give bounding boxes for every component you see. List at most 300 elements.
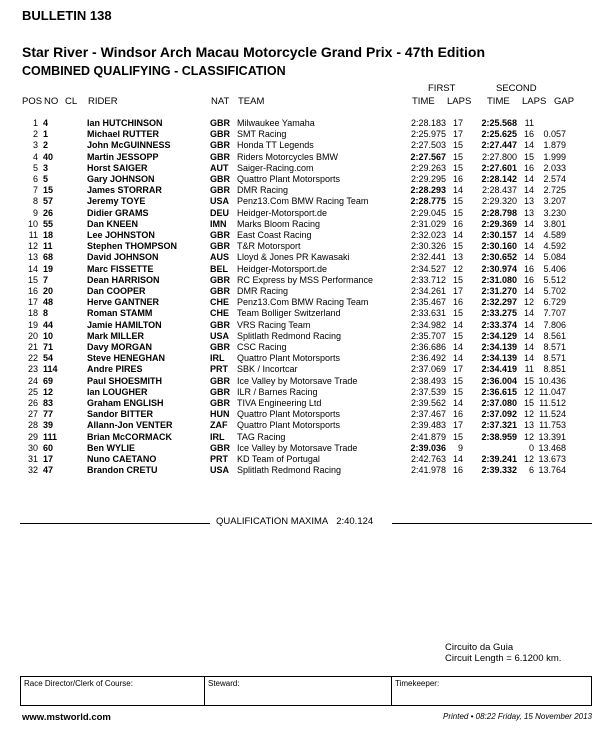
- row-number: 114: [43, 364, 58, 375]
- row-class: [68, 320, 87, 331]
- row-gap: 11.512: [539, 398, 566, 409]
- row-position: 28: [27, 420, 38, 431]
- row-number: 39: [43, 420, 54, 431]
- timekeeper-field: Timekeeper:: [395, 679, 440, 688]
- row-first-time: 2:36.686: [410, 342, 446, 353]
- row-second-time: 2:25.568: [481, 118, 517, 128]
- row-first-laps: 16: [452, 465, 463, 476]
- row-position: 17: [27, 297, 38, 308]
- row-first-time: 2:31.029: [410, 218, 446, 229]
- row-second-time: 2:27.800: [481, 151, 517, 162]
- row-second-laps: 13: [523, 420, 534, 431]
- row-gap: 4.589: [543, 230, 566, 241]
- row-second-laps: 12: [523, 297, 534, 308]
- row-gap: 2.574: [543, 174, 566, 185]
- row-rider: Ian LOUGHER: [87, 386, 148, 397]
- row-number: 5: [43, 174, 49, 185]
- maxima-value: 2:40.124: [336, 516, 374, 527]
- signature-box: [20, 676, 592, 706]
- row-position: 27: [27, 409, 38, 420]
- row-first-laps: 15: [452, 330, 463, 341]
- row-number: 111: [43, 431, 58, 442]
- table-row: [20, 163, 566, 174]
- row-rider: Roman STAMM: [87, 308, 153, 319]
- row-second-time: 2:39.241: [481, 454, 517, 465]
- table-row: [20, 387, 566, 398]
- row-rider: Stephen THOMPSON: [87, 241, 178, 252]
- row-gap: 1.879: [543, 140, 566, 151]
- row-rider: Didier GRAMS: [87, 207, 149, 218]
- row-first-time: 2:29.295: [410, 174, 446, 185]
- table-row: [20, 140, 566, 151]
- row-gap: 3.801: [543, 218, 566, 229]
- row-first-laps: 17: [452, 118, 463, 128]
- row-first-laps: 15: [452, 241, 463, 252]
- row-team: Splitlath Redmond Racing: [237, 465, 342, 476]
- row-first-laps: 15: [452, 274, 463, 285]
- row-first-time: 2:29.263: [410, 162, 446, 173]
- table-row: [20, 409, 566, 420]
- header-first-session: FIRST: [428, 83, 456, 94]
- table-row: [20, 398, 566, 409]
- header-second-session: SECOND: [496, 83, 537, 94]
- row-position: 7: [32, 185, 38, 196]
- row-second-time: 2:33.275: [481, 308, 517, 319]
- row-rider: Brandon CRETU: [87, 465, 158, 476]
- row-number: 26: [43, 207, 54, 218]
- row-class: [68, 409, 87, 420]
- table-row: [20, 342, 566, 353]
- row-class: [68, 230, 87, 241]
- row-nationality: GBR: [210, 151, 230, 162]
- row-class: [68, 353, 87, 364]
- row-second-time: 2:28.142: [481, 174, 517, 185]
- row-second-laps: 14: [523, 252, 534, 263]
- table-row: [20, 275, 566, 286]
- row-nationality: GBR: [210, 174, 230, 185]
- row-team: Penz13.Com BMW Racing Team: [237, 196, 369, 207]
- row-second-time: 2:25.625: [481, 129, 517, 140]
- row-gap: 11.524: [539, 409, 566, 420]
- row-second-time: 2:37.080: [481, 398, 517, 409]
- row-class: [68, 342, 87, 353]
- row-number: 83: [43, 398, 54, 409]
- row-number: 55: [43, 218, 54, 229]
- row-rider: Horst SAIGER: [87, 162, 148, 173]
- row-position: 19: [27, 319, 38, 330]
- row-position: 5: [32, 162, 38, 173]
- row-first-laps: 12: [452, 263, 463, 274]
- row-nationality: AUS: [210, 252, 230, 263]
- row-number: 10: [43, 330, 54, 341]
- row-first-time: 2:37.467: [410, 409, 446, 420]
- row-second-time: 2:34.129: [481, 330, 517, 341]
- row-gap: 7.707: [543, 308, 566, 319]
- row-second-time: 2:29.369: [481, 218, 517, 229]
- row-second-time: 2:31.080: [481, 274, 517, 285]
- row-team: ILR / Barnes Racing: [237, 386, 318, 397]
- row-second-laps: 0: [528, 442, 534, 453]
- row-gap: 11.047: [539, 386, 566, 397]
- row-first-time: 2:38.493: [410, 375, 446, 386]
- row-position: 16: [27, 286, 38, 297]
- row-first-laps: 17: [452, 364, 463, 375]
- row-nationality: DEU: [210, 207, 230, 218]
- row-position: 30: [27, 442, 38, 453]
- row-class: [68, 196, 87, 207]
- row-gap: 5.702: [543, 286, 566, 297]
- row-second-time: 2:30.974: [481, 263, 517, 274]
- row-rider: Martin JESSOPP: [87, 151, 159, 162]
- row-nationality: GBR: [210, 442, 230, 453]
- row-second-time: 2:37.321: [481, 420, 517, 431]
- row-team: Quattro Plant Motorsports: [237, 174, 341, 185]
- table-row: [20, 129, 566, 140]
- row-second-laps: 15: [523, 151, 534, 162]
- row-second-time: 2:36.615: [481, 386, 517, 397]
- row-number: 47: [43, 465, 54, 476]
- row-class: [68, 308, 87, 319]
- row-second-time: 2:36.004: [481, 375, 517, 386]
- row-first-laps: 15: [452, 196, 463, 207]
- row-class: [68, 387, 87, 398]
- row-first-laps: 15: [452, 308, 463, 319]
- row-second-laps: 14: [523, 218, 534, 229]
- row-class: [68, 185, 87, 196]
- row-second-laps: 12: [523, 386, 534, 397]
- row-number: 20: [43, 286, 54, 297]
- row-position: 2: [32, 129, 38, 140]
- row-second-laps: 14: [523, 230, 534, 241]
- row-team: VRS Racing Team: [237, 319, 311, 330]
- row-first-time: 2:33.631: [410, 308, 446, 319]
- row-first-laps: 14: [452, 230, 463, 241]
- row-second-laps: 14: [523, 319, 534, 330]
- row-gap: 13.391: [538, 431, 566, 442]
- row-nationality: GBR: [210, 386, 230, 397]
- row-class: [68, 376, 87, 387]
- row-team: Penz13.Com BMW Racing Team: [237, 297, 369, 308]
- row-first-time: 2:41.978: [410, 465, 446, 476]
- col-team-header: TEAM: [238, 96, 265, 107]
- row-second-time: 2:27.601: [481, 162, 517, 173]
- row-first-time: 2:29.045: [410, 207, 446, 218]
- row-rider: Dan COOPER: [87, 286, 146, 297]
- row-first-time: 2:30.326: [410, 241, 446, 252]
- row-second-time: 2:27.447: [481, 140, 517, 151]
- row-position: 24: [27, 375, 38, 386]
- row-gap: 8.561: [543, 330, 566, 341]
- row-first-time: 2:34.527: [410, 263, 446, 274]
- row-team: Ice Valley by Motorsave Trade: [237, 375, 358, 386]
- row-gap: 0.057: [543, 129, 566, 140]
- table-row: [20, 230, 566, 241]
- row-first-time: 2:35.707: [410, 330, 446, 341]
- row-first-time: 2:36.492: [410, 353, 446, 364]
- row-nationality: USA: [210, 330, 230, 341]
- row-position: 21: [27, 342, 38, 353]
- row-gap: 13.673: [538, 454, 566, 465]
- row-class: [68, 252, 87, 263]
- row-first-laps: 15: [452, 207, 463, 218]
- row-class: [68, 241, 87, 252]
- table-row: [20, 331, 566, 342]
- row-rider: David JOHNSON: [87, 252, 159, 263]
- row-rider: Steve HENEGHAN: [87, 353, 166, 364]
- row-second-laps: 6: [528, 465, 534, 476]
- row-team: Heidger-Motorsport.de: [237, 207, 328, 218]
- row-class: [68, 286, 87, 297]
- row-number: 40: [43, 151, 54, 162]
- row-class: [68, 264, 87, 275]
- row-team: Team Bolliger Switzerland: [237, 308, 341, 319]
- row-first-laps: 14: [452, 398, 463, 409]
- row-second-laps: 16: [523, 274, 534, 285]
- col-cl-header: CL: [65, 96, 78, 107]
- row-position: 29: [27, 431, 38, 442]
- row-nationality: IMN: [210, 218, 227, 229]
- row-second-time: 2:29.320: [481, 196, 517, 207]
- row-nationality: CHE: [210, 297, 230, 308]
- row-team: East Coast Racing: [237, 230, 312, 241]
- row-rider: Mark MILLER: [87, 330, 145, 341]
- row-rider: John McGUINNESS: [87, 140, 171, 151]
- row-number: 44: [43, 319, 54, 330]
- row-second-time: 2:32.297: [481, 297, 517, 308]
- row-rider: Jamie HAMILTON: [87, 319, 162, 330]
- row-second-time: 2:30.160: [481, 241, 517, 252]
- row-number: 71: [43, 342, 54, 353]
- row-first-laps: 14: [452, 319, 463, 330]
- table-row: [20, 364, 566, 375]
- row-second-laps: 12: [523, 409, 534, 420]
- row-second-laps: 15: [523, 375, 534, 386]
- row-position: 9: [32, 207, 38, 218]
- row-number: 3: [43, 162, 49, 173]
- row-gap: 8.851: [543, 364, 566, 375]
- row-position: 10: [27, 218, 38, 229]
- row-nationality: AUT: [210, 162, 229, 173]
- row-position: 32: [27, 465, 38, 476]
- qualification-maxima: [216, 516, 373, 527]
- row-first-laps: 17: [452, 420, 463, 431]
- row-gap: 5.084: [543, 252, 566, 263]
- row-rider: Andre PIRES: [87, 364, 143, 375]
- row-team: RC Express by MSS Performance: [237, 274, 374, 285]
- row-first-time: 2:33.712: [410, 274, 446, 285]
- row-first-time: 2:39.562: [410, 398, 446, 409]
- row-first-time: 2:27.503: [410, 140, 446, 151]
- table-row: [20, 152, 566, 163]
- row-nationality: GBR: [210, 118, 230, 128]
- row-second-time: 2:39.332: [481, 465, 517, 476]
- col-laps1-header: LAPS: [447, 96, 472, 107]
- row-first-time: 2:25.975: [410, 129, 446, 140]
- col-gap-header: GAP: [554, 96, 575, 107]
- row-first-time: 2:35.467: [410, 297, 446, 308]
- circuit-length: Circuit Length = 6.1200 km.: [445, 653, 562, 664]
- row-number: 11: [43, 241, 53, 252]
- printed-timestamp: Printed • 08:22 Friday, 15 November 2013: [443, 712, 592, 721]
- row-number: 4: [43, 118, 49, 128]
- row-team: Lloyd & Jones PR Kawasaki: [237, 252, 350, 263]
- table-row: [20, 420, 566, 431]
- row-gap: 11.753: [539, 420, 566, 431]
- row-gap: 10.436: [538, 375, 566, 386]
- row-team: SBK / Incortcar: [237, 364, 298, 375]
- row-position: 13: [27, 252, 38, 263]
- table-row: [20, 432, 566, 443]
- row-first-time: 2:39.483: [410, 420, 446, 431]
- row-class: [68, 118, 87, 129]
- row-second-laps: 12: [523, 454, 534, 465]
- row-second-time: 2:30.652: [481, 252, 517, 263]
- row-second-laps: 13: [523, 207, 534, 218]
- row-nationality: GBR: [210, 342, 230, 353]
- row-number: 19: [43, 263, 54, 274]
- table-row: [20, 185, 566, 196]
- row-position: 1: [32, 118, 38, 128]
- row-number: 57: [43, 196, 54, 207]
- row-gap: 8.571: [543, 342, 566, 353]
- row-rider: James STORRAR: [87, 185, 162, 196]
- row-first-time: 2:27.567: [410, 151, 446, 162]
- row-team: DMR Racing: [237, 286, 289, 297]
- row-number: 54: [43, 353, 54, 364]
- row-nationality: GBR: [210, 319, 230, 330]
- row-first-laps: 15: [452, 386, 463, 397]
- row-rider: Herve GANTNER: [87, 297, 160, 308]
- maxima-label: QUALIFICATION MAXIMA: [216, 516, 329, 527]
- row-team: Marks Bloom Racing: [237, 218, 321, 229]
- row-team: Ice Valley by Motorsave Trade: [237, 442, 358, 453]
- row-number: 1: [43, 129, 49, 140]
- website-link[interactable]: www.mstworld.com: [22, 712, 111, 723]
- row-nationality: GBR: [210, 398, 230, 409]
- table-row: [20, 241, 566, 252]
- row-rider: Ben WYLIE: [87, 442, 136, 453]
- row-number: 77: [43, 409, 54, 420]
- row-nationality: GBR: [210, 185, 230, 196]
- row-rider: Ian HUTCHINSON: [87, 118, 163, 128]
- table-row: [20, 252, 566, 263]
- row-second-laps: 12: [523, 431, 534, 442]
- row-nationality: GBR: [210, 286, 230, 297]
- row-nationality: GBR: [210, 241, 230, 252]
- row-first-time: 2:41.879: [410, 431, 446, 442]
- row-first-time: 2:37.539: [410, 386, 446, 397]
- row-first-time: 2:39.036: [410, 442, 446, 453]
- col-time2-header: TIME: [487, 96, 510, 107]
- bulletin-number: BULLETIN 138: [22, 8, 112, 23]
- row-gap: 5.406: [543, 263, 566, 274]
- row-second-time: 2:34.419: [481, 364, 517, 375]
- row-second-time: 2:28.437: [481, 185, 517, 196]
- row-second-laps: 14: [523, 140, 534, 151]
- row-position: 11: [28, 230, 38, 241]
- row-rider: Nuno CAETANO: [87, 454, 157, 465]
- row-rider: Allann-Jon VENTER: [87, 420, 173, 431]
- row-first-laps: 14: [452, 353, 463, 364]
- row-number: 18: [43, 230, 54, 241]
- row-second-laps: 14: [523, 342, 534, 353]
- row-position: 25: [27, 386, 38, 397]
- event-title: Star River - Windsor Arch Macau Motorcycle Grand Prix - 47th Edition: [22, 44, 486, 60]
- row-team: Heidger-Motorsport.de: [237, 263, 328, 274]
- col-no-header: NO: [44, 96, 59, 107]
- row-position: 22: [27, 353, 38, 364]
- row-nationality: PRT: [210, 454, 228, 465]
- classification-table: [20, 118, 566, 477]
- row-nationality: GBR: [210, 375, 230, 386]
- row-class: [68, 443, 87, 454]
- row-second-laps: 14: [523, 353, 534, 364]
- row-first-laps: 14: [452, 185, 463, 196]
- row-class: [68, 398, 87, 409]
- row-team: KD Team of Portugal: [237, 454, 320, 465]
- row-team: DMR Racing: [237, 185, 289, 196]
- row-class: [68, 129, 87, 140]
- row-rider: Lee JOHNSTON: [87, 230, 155, 241]
- document-subtitle: COMBINED QUALIFYING - CLASSIFICATION: [22, 64, 286, 78]
- row-second-time: 2:30.157: [481, 230, 517, 241]
- table-row: [20, 297, 566, 308]
- table-row: [20, 196, 566, 207]
- row-nationality: HUN: [210, 409, 230, 420]
- row-class: [68, 454, 87, 465]
- row-class: [68, 174, 87, 185]
- row-nationality: CHE: [210, 308, 230, 319]
- row-first-time: 2:28.183: [410, 118, 446, 128]
- row-team: T&R Motorsport: [237, 241, 301, 252]
- row-first-laps: 15: [452, 375, 463, 386]
- table-row: [20, 443, 566, 454]
- row-second-laps: 14: [523, 286, 534, 297]
- row-first-laps: 15: [452, 140, 463, 151]
- row-position: 26: [27, 398, 38, 409]
- row-rider: Dean HARRISON: [87, 274, 160, 285]
- row-second-laps: 16: [523, 129, 534, 140]
- row-first-laps: 16: [452, 409, 463, 420]
- row-class: [68, 208, 87, 219]
- row-first-laps: 14: [452, 342, 463, 353]
- row-nationality: GBR: [210, 274, 230, 285]
- row-second-time: 2:37.092: [481, 409, 517, 420]
- row-position: 8: [32, 196, 38, 207]
- row-first-laps: 17: [452, 129, 463, 140]
- row-second-laps: 11: [524, 118, 534, 128]
- col-pos-header: POS: [22, 96, 43, 107]
- row-rider: Paul SHOESMITH: [87, 375, 163, 386]
- row-nationality: IRL: [210, 353, 225, 364]
- row-first-laps: 14: [452, 454, 463, 465]
- table-row: [20, 174, 566, 185]
- row-first-time: 2:28.775: [410, 196, 446, 207]
- row-class: [68, 219, 87, 230]
- row-class: [68, 465, 87, 476]
- col-nat-header: NAT: [211, 96, 230, 107]
- table-row: [20, 118, 566, 129]
- row-first-laps: 15: [452, 431, 463, 442]
- row-rider: Jeremy TOYE: [87, 196, 146, 207]
- row-position: 4: [32, 151, 38, 162]
- row-position: 15: [27, 274, 38, 285]
- row-first-time: 2:34.982: [410, 319, 446, 330]
- row-number: 15: [43, 185, 54, 196]
- row-class: [68, 420, 87, 431]
- row-team: Quattro Plant Motorsports: [237, 353, 341, 364]
- row-second-laps: 14: [523, 241, 534, 252]
